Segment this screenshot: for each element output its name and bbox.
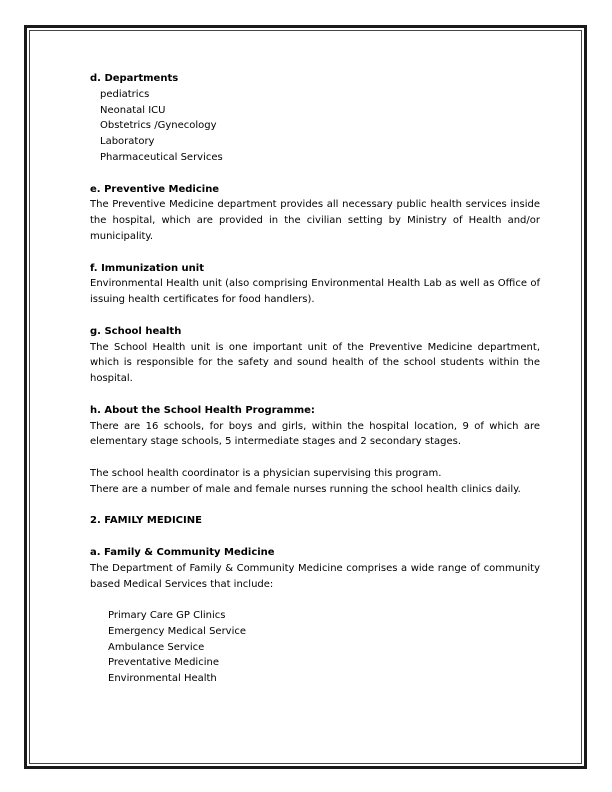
list-item: Preventative Medicine bbox=[108, 657, 219, 669]
list-item: Environmental Health bbox=[108, 673, 217, 685]
list-item: Emergency Medical Service bbox=[108, 625, 247, 637]
list-item: Primary Care GP Clinics bbox=[108, 610, 226, 622]
list-item: Ambulance Service bbox=[108, 641, 205, 653]
immunization-heading: f. Immunization unit bbox=[90, 262, 205, 274]
community-services-list bbox=[90, 608, 540, 687]
coordinator-text: The school health coordinator is a physician supervising this program. bbox=[90, 467, 442, 479]
nurses-text: There are a number of male and female nurses running the school health clinics daily. bbox=[90, 483, 521, 495]
document-body bbox=[90, 71, 540, 687]
school-programme-text: There are 16 schools, for boys and girls, within the hospital location, 9 of which are elementary stage schools, 5 intermediate stages and 2 secondary stages. bbox=[90, 420, 540, 448]
departments-list bbox=[90, 87, 540, 166]
school-programme-heading: h. About the School Health Programme: bbox=[90, 404, 315, 416]
list-item: Neonatal ICU bbox=[100, 104, 166, 116]
preventive-medicine-text: The Preventive Medicine department provides all necessary public health services inside the hospital, which are provided in the civilian setting by Ministry of Health and/or municipality. bbox=[90, 199, 540, 242]
departments-heading: d. Departments bbox=[90, 73, 179, 84]
immunization-text: Environmental Health unit (also comprising Environmental Health Lab as well as Office of issuing health certificates for food handlers). bbox=[90, 278, 540, 306]
preventive-medicine-heading: e. Preventive Medicine bbox=[90, 183, 220, 195]
school-health-heading: g. School health bbox=[90, 325, 182, 337]
community-medicine-heading: a. Family & Community Medicine bbox=[90, 546, 275, 558]
school-health-text: The School Health unit is one important unit of the Preventive Medicine department, which is responsible for the safety and sound health of the school students within the hospital. bbox=[90, 341, 540, 385]
list-item: Laboratory bbox=[100, 136, 155, 148]
list-item: pediatrics bbox=[100, 88, 150, 100]
list-item: Obstetrics /Gynecology bbox=[100, 120, 217, 132]
community-medicine-text: The Department of Family & Community Medicine comprises a wide range of community based Medical Services that include: bbox=[90, 562, 540, 590]
family-medicine-heading: 2. FAMILY MEDICINE bbox=[90, 515, 202, 527]
list-item: Pharmaceutical Services bbox=[100, 151, 223, 163]
